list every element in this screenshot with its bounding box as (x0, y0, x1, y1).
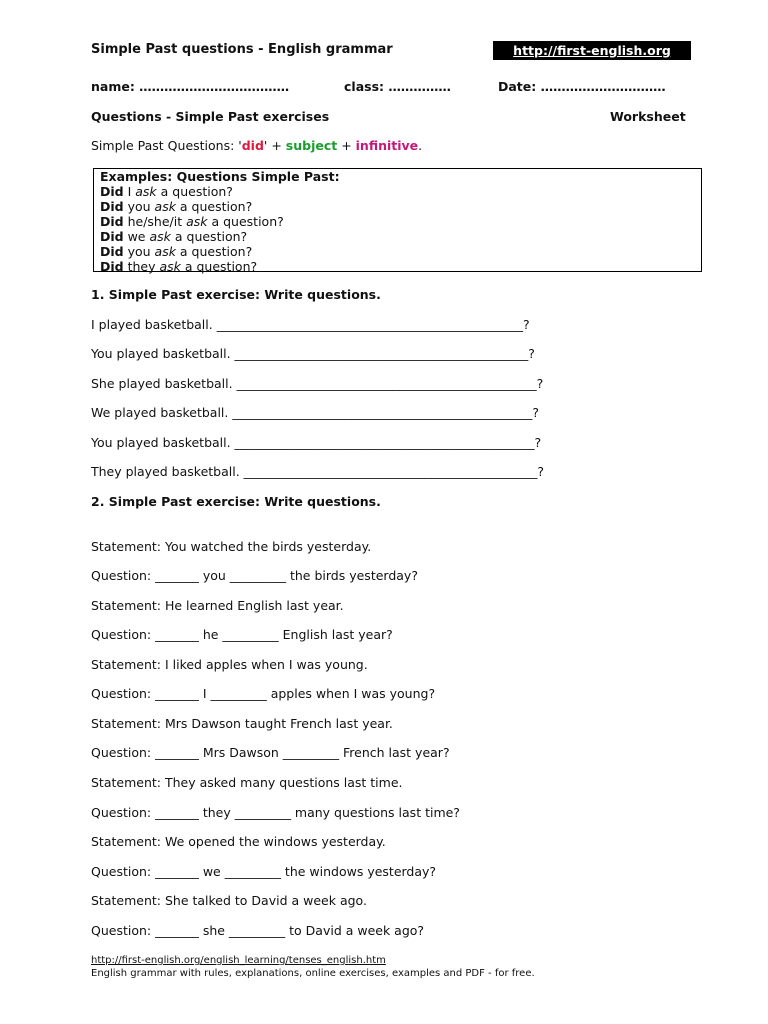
exercise-2-question: Question: _______ she _________ to David a week ago? (91, 923, 425, 938)
footer-text: English grammar with rules, explanations, online exercises, examples and PDF - for free. (91, 968, 535, 979)
section-heading: Questions - Simple Past exercises (91, 109, 330, 124)
formula-subject: subject (285, 138, 338, 153)
formula-plus-2: + (337, 138, 356, 153)
exercise-2-statement: Statement: Mrs Dawson taught French last year. (91, 716, 393, 731)
examples-box (93, 168, 702, 272)
example-verb: ask (159, 259, 181, 274)
exercise-2-statement: Statement: They asked many questions last time. (91, 775, 403, 790)
example-did: Did (100, 259, 124, 274)
example-post: a question? (156, 184, 233, 199)
example-line (100, 214, 695, 229)
exercise-1-title: 1. Simple Past exercise: Write questions. (91, 287, 381, 302)
footer-link[interactable]: http://first-english.org/english_learning/tenses_english.htm (91, 955, 386, 966)
example-verb: ask (186, 214, 208, 229)
example-did: Did (100, 199, 124, 214)
example-pre: we (123, 229, 150, 244)
name-field: name: ……………………………… (91, 79, 290, 94)
example-pre: they (123, 259, 160, 274)
exercise-1-item: You played basketball. _______________________________________________? (91, 346, 535, 361)
formula-plus-1: ' + (263, 138, 286, 153)
formula-suffix: . (418, 138, 423, 153)
exercise-2-statement: Statement: You watched the birds yesterday. (91, 539, 372, 554)
exercise-2-question: Question: _______ you _________ the birds yesterday? (91, 568, 418, 583)
exercise-2-question: Question: _______ we _________ the windows yesterday? (91, 864, 437, 879)
exercise-2-question: Question: _______ he _________ English last year? (91, 627, 393, 642)
example-line (100, 184, 695, 199)
example-pre: he/she/it (123, 214, 187, 229)
exercise-1-item: They played basketball. _______________________________________________? (91, 464, 545, 479)
exercise-2-question: Question: _______ Mrs Dawson _________ French last year? (91, 745, 450, 760)
examples-heading: Examples: Questions Simple Past: (100, 169, 340, 184)
example-pre: you (123, 244, 155, 259)
exercise-1-item: You played basketball. ________________________________________________? (91, 435, 542, 450)
exercise-1-item: She played basketball. ________________________________________________? (91, 376, 544, 391)
example-post: a question? (175, 244, 253, 259)
example-line (100, 229, 695, 244)
example-verb: ask (154, 244, 176, 259)
formula-prefix: Simple Past Questions: ' (91, 138, 242, 153)
formula-did: did (241, 138, 264, 153)
exercise-2-statement: Statement: She talked to David a week ago. (91, 893, 367, 908)
example-verb: ask (135, 184, 157, 199)
formula-line (91, 138, 422, 153)
worksheet-label: Worksheet (610, 109, 686, 124)
example-post: a question? (170, 229, 248, 244)
example-line (100, 259, 695, 274)
example-did: Did (100, 244, 124, 259)
exercise-2-question: Question: _______ they _________ many questions last time? (91, 805, 460, 820)
exercise-2-statement: Statement: He learned English last year. (91, 598, 344, 613)
example-did: Did (100, 229, 124, 244)
example-post: a question? (180, 259, 258, 274)
exercise-2-statement: Statement: I liked apples when I was young. (91, 657, 368, 672)
example-line (100, 244, 695, 259)
date-field: Date: ………………………… (498, 79, 666, 94)
site-url-badge[interactable] (493, 41, 691, 60)
class-field: class: …………… (344, 79, 451, 94)
example-post: a question? (207, 214, 284, 229)
exercise-2-title: 2. Simple Past exercise: Write questions. (91, 494, 381, 509)
example-pre: you (123, 199, 155, 214)
exercise-1-item: I played basketball. _________________________________________________? (91, 317, 530, 332)
example-did: Did (100, 184, 124, 199)
formula-infinitive: infinitive (355, 138, 419, 153)
worksheet-title: Simple Past questions - English grammar (91, 42, 393, 57)
example-verb: ask (149, 229, 171, 244)
example-did: Did (100, 214, 124, 229)
example-line (100, 199, 695, 214)
exercise-1-item: We played basketball. ________________________________________________? (91, 405, 539, 420)
example-verb: ask (154, 199, 176, 214)
exercise-2-statement: Statement: We opened the windows yesterday. (91, 834, 386, 849)
site-url[interactable]: http://first-english.org (513, 43, 671, 58)
exercise-2-question: Question: _______ I _________ apples when I was young? (91, 686, 436, 701)
example-post: a question? (175, 199, 253, 214)
example-pre: I (123, 184, 136, 199)
